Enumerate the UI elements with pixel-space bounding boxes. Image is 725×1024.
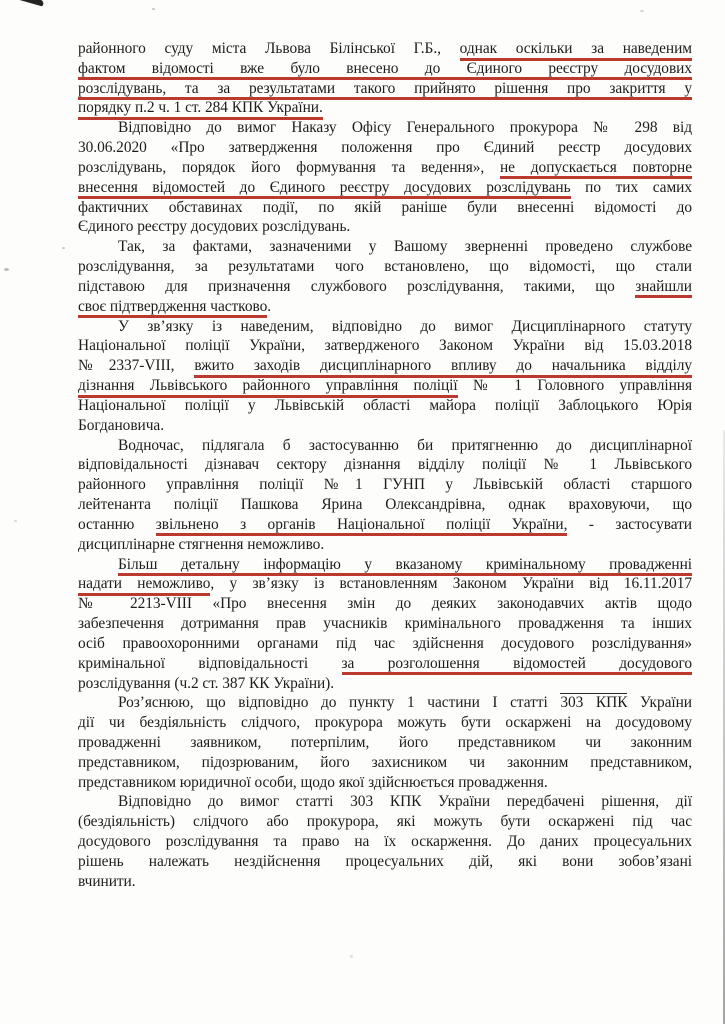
text-line [78, 713, 692, 733]
text-segment: Єдиного реєстру досудових розслідувань. [78, 218, 351, 236]
text-line [78, 574, 692, 594]
text-segment: дії чи бездіяльність слідчого, прокурора можуть бути оскаржені на досудовому [78, 714, 692, 732]
text-line [78, 634, 692, 654]
text-segment: забезпечення дотримання прав учасників кримінального провадження та інших [78, 615, 692, 633]
text-segment: , у зв’язку із встановленням Законом України від 16.11.2017 [210, 575, 692, 593]
text-line [78, 852, 692, 872]
text-segment: відповідальності дізнавач сектору дізнання відділу поліції № 1 Львівського [78, 456, 692, 474]
text-line [78, 475, 692, 495]
text-line [78, 693, 692, 713]
text-line [78, 356, 692, 376]
text-line [78, 317, 692, 337]
text-line [78, 336, 692, 356]
text-segment: №2337-VIII, [78, 357, 195, 375]
text-line [78, 237, 692, 257]
text-line [78, 217, 692, 237]
text-segment: № 1 Головного управління [457, 377, 692, 395]
red-underlined-text: однак оскільки за наведеним [460, 40, 692, 61]
text-segment: . [267, 297, 272, 315]
text-line [78, 535, 692, 555]
text-segment: дисциплінарне стягнення неможливо. [78, 535, 325, 553]
red-underlined-text: знайшли [635, 278, 692, 299]
red-underlined-text: надати неможливо [78, 575, 210, 596]
paragraph [78, 317, 692, 436]
text-line [78, 198, 692, 218]
document-body-text [78, 39, 692, 892]
red-underlined-text: за розголошення відомостей досудового [342, 655, 693, 676]
text-segment: районного управління поліції №1 ГУНП у Львівській області старшого [78, 476, 692, 494]
red-underlined-text: не допускається повторне [500, 159, 692, 180]
text-line [78, 753, 692, 773]
text-segment: досудового розслідування та право на їх оскарження. До даних процесуальних [78, 833, 692, 851]
paragraph [78, 436, 692, 555]
text-segment: розслідування, за результатами чого встановлено, що відомості, що стали [78, 258, 692, 276]
text-segment: Водночас, підлягала б застосуванню би притягненню до дисциплінарної [118, 436, 692, 454]
text-line [78, 773, 692, 793]
text-line [78, 396, 692, 416]
text-segment: (бездіяльність) слідчого або прокурора, які можуть бути оскаржені під час [78, 813, 692, 831]
text-line [78, 257, 692, 277]
text-segment: Богдановича. [78, 416, 164, 434]
text-segment: 30.06.2020 «Про затвердження положення про Єдиний реєстр досудових [78, 139, 692, 157]
text-line [78, 832, 692, 852]
text-segment: Національної поліції України, затвердженого Законом України від 15.03.2018 [78, 337, 692, 355]
text-segment: лейтенанта поліції Пашкова Ярина Олександрівна, однак враховуючи, що [78, 496, 692, 514]
text-segment: провадженні заявником, потерпілим, його представником чи законним [78, 733, 692, 751]
text-line [78, 297, 692, 317]
text-line [78, 872, 692, 892]
text-segment: Роз’яснюю, що відповідно до пункту 1 частини І статті [118, 694, 561, 712]
text-line [78, 555, 692, 575]
text-segment: Так, за фактами, зазначеними у Вашому зверненні проведено службове [118, 238, 692, 256]
text-line [78, 495, 692, 515]
text-line [78, 178, 692, 198]
scan-speck [4, 268, 9, 271]
text-line [78, 654, 692, 674]
paragraph [78, 39, 692, 118]
paragraph [78, 792, 692, 891]
text-segment: рішень належать нездійснення процесуальних дій, які вони зобов’язані [78, 852, 692, 870]
text-line [78, 733, 692, 753]
text-line [78, 376, 692, 396]
red-underlined-text: Більш детальну інформацію у вказаному кримінальному провадженні [118, 556, 692, 577]
text-segment: - застосувати [567, 515, 692, 533]
scan-speck [152, 8, 155, 10]
paragraph [78, 555, 692, 694]
text-segment: України [627, 694, 692, 712]
text-segment: вчинити. [78, 872, 136, 890]
text-line [78, 455, 692, 475]
text-segment: останню [78, 515, 156, 533]
text-segment: фактичних обставинах події, по якій раніше були внесенні відомості до [78, 198, 692, 216]
text-line [78, 436, 692, 456]
text-segment: представником, підозрюваним, його захисником чи законним представником, [78, 753, 692, 771]
text-segment: представником юридичної особи, щодо якої здійснюється провадження. [78, 773, 548, 791]
red-underlined-text: дізнання Львівського районного управління поліції [78, 377, 458, 398]
scan-speck [14, 520, 17, 522]
text-line [78, 792, 692, 812]
red-underlined-text: порядку п.2 ч. 1 ст. 284 КПК України. [78, 99, 323, 120]
text-segment: розслідувань, порядок його формування та ведення», [78, 158, 500, 176]
text-line [78, 118, 692, 138]
paragraph [78, 118, 692, 237]
text-line [78, 59, 692, 79]
text-line [78, 98, 692, 118]
text-segment: районного суду міста Львова Білінської Г.Б., [78, 40, 460, 57]
text-segment: Національної поліції у Львівській області майора поліції Заблоцького Юрія [78, 396, 692, 414]
red-underlined-text: розслідувань, та за результатами такого прийнято рішення про закриття у [78, 80, 692, 101]
text-line [78, 594, 692, 614]
paragraph [78, 237, 692, 316]
scan-speck [350, 955, 353, 958]
text-line [78, 515, 692, 535]
text-segment: підставою для призначення службового розслідування, такими, що [78, 277, 636, 295]
text-line [78, 277, 692, 297]
overlined-text: 303 КПК [560, 694, 628, 712]
red-underlined-text: фактом відомості вже було внесено до Єдиного реєстру досудових [78, 60, 692, 81]
scan-artifact-top-left-mark [17, 0, 45, 7]
text-line [78, 614, 692, 634]
red-underlined-text: звільнено з органів Національної поліції України, [156, 516, 568, 537]
text-line [78, 812, 692, 832]
text-segment: по тих самих [570, 178, 692, 196]
red-underlined-text: внесення відомостей до Єдиного реєстру досудових розслідувань [78, 179, 571, 200]
paragraph [78, 693, 692, 792]
red-underlined-text: вжито заходів дисциплінарного впливу до начальника відділу [194, 357, 692, 378]
text-segment: розслідування (ч.2 ст. 387 КК України). [78, 674, 335, 692]
text-segment: № 2213-VIII «Про внесення змін до деяких законодавчих актів щодо [78, 595, 692, 613]
text-segment: кримінальної відповідальності [78, 654, 342, 672]
text-line [78, 674, 692, 694]
text-line [78, 79, 692, 99]
red-underlined-text: своє підтвердження частково [78, 298, 267, 319]
text-line [78, 39, 692, 59]
text-line [78, 158, 692, 178]
text-line [78, 138, 692, 158]
text-segment: У зв’язку із наведеним, відповідно до вимог Дисциплінарного статуту [118, 317, 692, 335]
scan-speck [640, 10, 644, 12]
scan-speck [62, 247, 65, 249]
text-segment: Відповідно до вимог статті 303 КПК України передбачені рішення, дії [118, 793, 692, 811]
text-segment: Відповідно до вимог Наказу Офісу Генерального прокурора № 298 від [118, 119, 692, 137]
text-line [78, 416, 692, 436]
text-segment: осіб правоохоронними органами під час здійснення досудового розслідування» [78, 634, 692, 652]
